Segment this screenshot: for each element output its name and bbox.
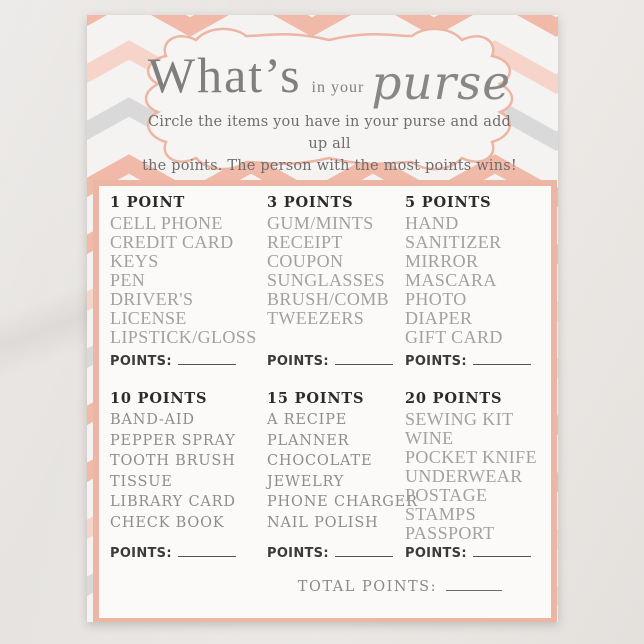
list-item: LIBRARY CARD [110, 494, 236, 510]
list-item: CELL PHONE [110, 213, 223, 233]
section-item-list [110, 214, 267, 347]
points-label: POINTS: [110, 546, 172, 561]
total-points-label: TOTAL POINTS: [297, 579, 437, 595]
list-item: TISSUE [110, 473, 173, 490]
list-item: POSTAGE [405, 485, 488, 505]
section-item-list [405, 410, 543, 543]
section-3-points [267, 194, 405, 374]
list-item: PHONE CHARGER [267, 494, 418, 510]
list-item: TWEEZERS [267, 308, 365, 328]
section-item-list [267, 410, 418, 533]
title-word-in-your: in your [311, 79, 365, 96]
section-item-list [405, 214, 543, 347]
list-item: TOOTH BRUSH [110, 453, 236, 469]
list-item: GUM/MINTS [267, 213, 374, 233]
title-word-purse: purse [371, 56, 512, 111]
list-item: LICENSE [110, 308, 187, 328]
points-blank-line [473, 545, 531, 557]
section-15-points [267, 390, 418, 566]
page-title [147, 47, 512, 111]
section-item-list [267, 214, 405, 328]
sections-grid [99, 186, 551, 566]
list-item: SUNGLASSES [267, 270, 386, 290]
chevron-stripe [87, 15, 558, 27]
points-line [405, 544, 543, 566]
list-item: GIFT CARD [405, 327, 503, 347]
points-label: POINTS: [267, 354, 329, 369]
list-item: HAND [405, 213, 459, 233]
section-1-point [110, 194, 267, 374]
instructions-line-2: the points. The person with the most points wins! [142, 157, 517, 174]
points-label: POINTS: [110, 354, 172, 369]
points-label: POINTS: [405, 354, 467, 369]
list-item: POCKET KNIFE [405, 447, 537, 467]
points-label: POINTS: [267, 546, 329, 561]
points-blank-line [178, 545, 236, 557]
points-line [110, 544, 267, 566]
list-item: BAND-AID [110, 412, 195, 428]
points-line [405, 352, 543, 374]
list-item: CHOCOLATE [267, 453, 373, 469]
list-item: MASCARA [405, 270, 497, 290]
list-item: WINE [405, 428, 454, 448]
points-line [110, 352, 267, 374]
list-item: UNDERWEAR [405, 466, 523, 486]
section-header: 15 POINTS [267, 390, 365, 407]
instructions-text [138, 112, 521, 177]
section-header: 20 POINTS [405, 390, 503, 407]
list-item: PEPPER SPRAY [110, 432, 236, 449]
list-item: RECEIPT [267, 232, 343, 252]
list-item: CREDIT CARD [110, 232, 234, 252]
list-item: PEN [110, 270, 146, 290]
list-item: DIAPER [405, 308, 473, 328]
game-board [93, 180, 557, 622]
section-5-points [405, 194, 543, 374]
instructions-line-1: Circle the items you have in your purse and add up all [147, 114, 512, 152]
points-blank-line [473, 353, 531, 365]
total-points-row [99, 566, 551, 595]
section-10-points [110, 390, 267, 566]
list-item: PHOTO [405, 289, 467, 309]
list-item: SANITIZER [405, 232, 502, 252]
list-item: CHECK BOOK [110, 514, 225, 531]
section-item-list [110, 410, 267, 533]
list-item: A RECIPE [267, 412, 348, 428]
points-line [267, 544, 405, 566]
points-blank-line [335, 353, 393, 365]
list-item: MIRROR [405, 251, 479, 271]
total-points-blank-line [446, 579, 502, 591]
list-item: PASSPORT [405, 523, 495, 543]
list-item: JEWELRY [267, 473, 345, 490]
list-item: KEYS [110, 251, 159, 271]
section-header: 10 POINTS [110, 390, 208, 407]
list-item: COUPON [267, 251, 344, 271]
list-item: LIPSTICK/GLOSS [110, 327, 257, 347]
points-label: POINTS: [405, 546, 467, 561]
list-item: NAIL POLISH [267, 514, 379, 531]
section-20-points [405, 390, 543, 566]
list-item: PLANNER [267, 432, 350, 449]
list-item: STAMPS [405, 504, 476, 524]
title-word-whats: What’s [147, 47, 302, 103]
points-blank-line [178, 353, 236, 365]
flyer-card [87, 15, 558, 622]
list-item: DRIVER'S [110, 289, 194, 309]
points-blank-line [335, 545, 393, 557]
section-header: 5 POINTS [405, 194, 492, 211]
section-header: 3 POINTS [267, 194, 354, 211]
list-item: SEWING KIT [405, 409, 514, 429]
list-item: BRUSH/COMB [267, 289, 390, 309]
section-header: 1 POINT [110, 194, 186, 211]
points-line [267, 352, 405, 374]
title-frame [138, 28, 521, 174]
